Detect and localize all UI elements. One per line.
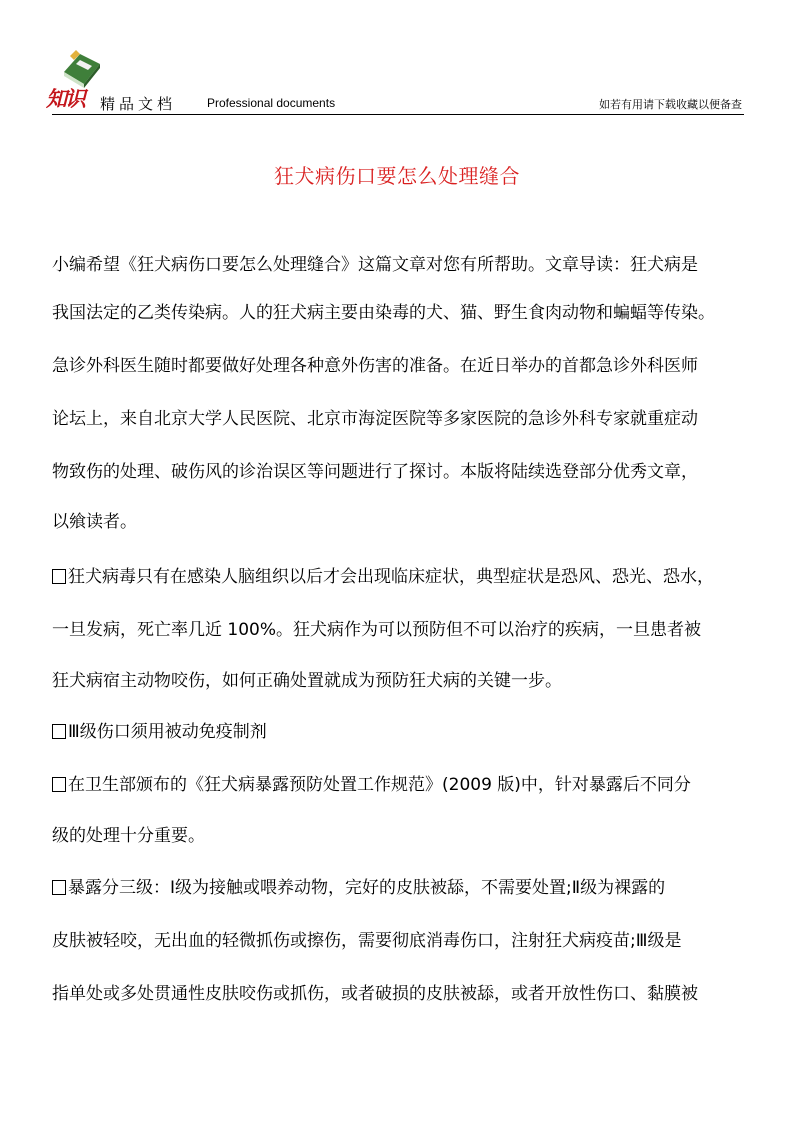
- brand-name-en: Professional documents: [207, 96, 336, 110]
- bullet-square-icon: [52, 569, 66, 584]
- body-line: 一旦发病，死亡率几近 100%。狂犬病作为可以预防但不可以治疗的疾病，一旦患者被: [52, 620, 702, 640]
- body-line: 小编希望《狂犬病伤口要怎么处理缝合》这篇文章对您有所帮助。文章导读：狂犬病是: [52, 255, 698, 275]
- body-text: 在卫生部颁布的《狂犬病暴露预防处置工作规范》(2009 版)中，针对暴露后不同分: [68, 775, 691, 795]
- body-line: 我国法定的乙类传染病。人的狂犬病主要由染毒的犬、猫、野生食肉动物和蝙蝠等传染。: [52, 303, 715, 323]
- header-divider: [52, 114, 744, 115]
- paragraph-line: [52, 876, 665, 900]
- body-line: 物致伤的处理、破伤风的诊治误区等问题进行了探讨。本版将陆续选登部分优秀文章，: [52, 462, 698, 482]
- header-note: 如若有用请下载收藏以便备查: [599, 99, 742, 111]
- body-line: 论坛上，来自北京大学人民医院、北京市海淀医院等多家医院的急诊外科专家就重症动: [52, 409, 698, 429]
- body-line: 级的处理十分重要。: [52, 826, 205, 846]
- section-heading: [52, 720, 267, 744]
- document-title: 狂犬病伤口要怎么处理缝合: [274, 164, 520, 188]
- brand-name-cn: 精品文档: [100, 95, 177, 113]
- section-heading-text: Ⅲ级伤口须用被动免疫制剂: [68, 722, 267, 742]
- page-header: [0, 0, 794, 120]
- body-line: 指单处或多处贯通性皮肤咬伤或抓伤，或者破损的皮肤被舔，或者开放性伤口、黏膜被: [52, 984, 698, 1004]
- bullet-square-icon: [52, 724, 66, 739]
- paragraph-line: [52, 773, 691, 797]
- bullet-square-icon: [52, 777, 66, 792]
- body-line: 皮肤被轻咬，无出血的轻微抓伤或擦伤，需要彻底消毒伤口，注射狂犬病疫苗;Ⅲ级是: [52, 931, 682, 951]
- body-line: 急诊外科医生随时都要做好处理各种意外伤害的准备。在近日举办的首都急诊外科医师: [52, 356, 698, 376]
- body-text: 暴露分三级：Ⅰ级为接触或喂养动物，完好的皮肤被舔，不需要处置;Ⅱ级为裸露的: [68, 878, 666, 898]
- paragraph-line: [52, 565, 714, 589]
- body-line: 以飨读者。: [52, 512, 137, 532]
- logo-text: 知识: [46, 86, 84, 111]
- body-line: 狂犬病宿主动物咬伤，如何正确处置就成为预防狂犬病的关键一步。: [52, 671, 562, 691]
- body-text: 狂犬病毒只有在感染人脑组织以后才会出现临床症状，典型症状是恐风、恐光、恐水，: [68, 567, 714, 587]
- bullet-square-icon: [52, 880, 66, 895]
- brand-logo: [46, 50, 102, 111]
